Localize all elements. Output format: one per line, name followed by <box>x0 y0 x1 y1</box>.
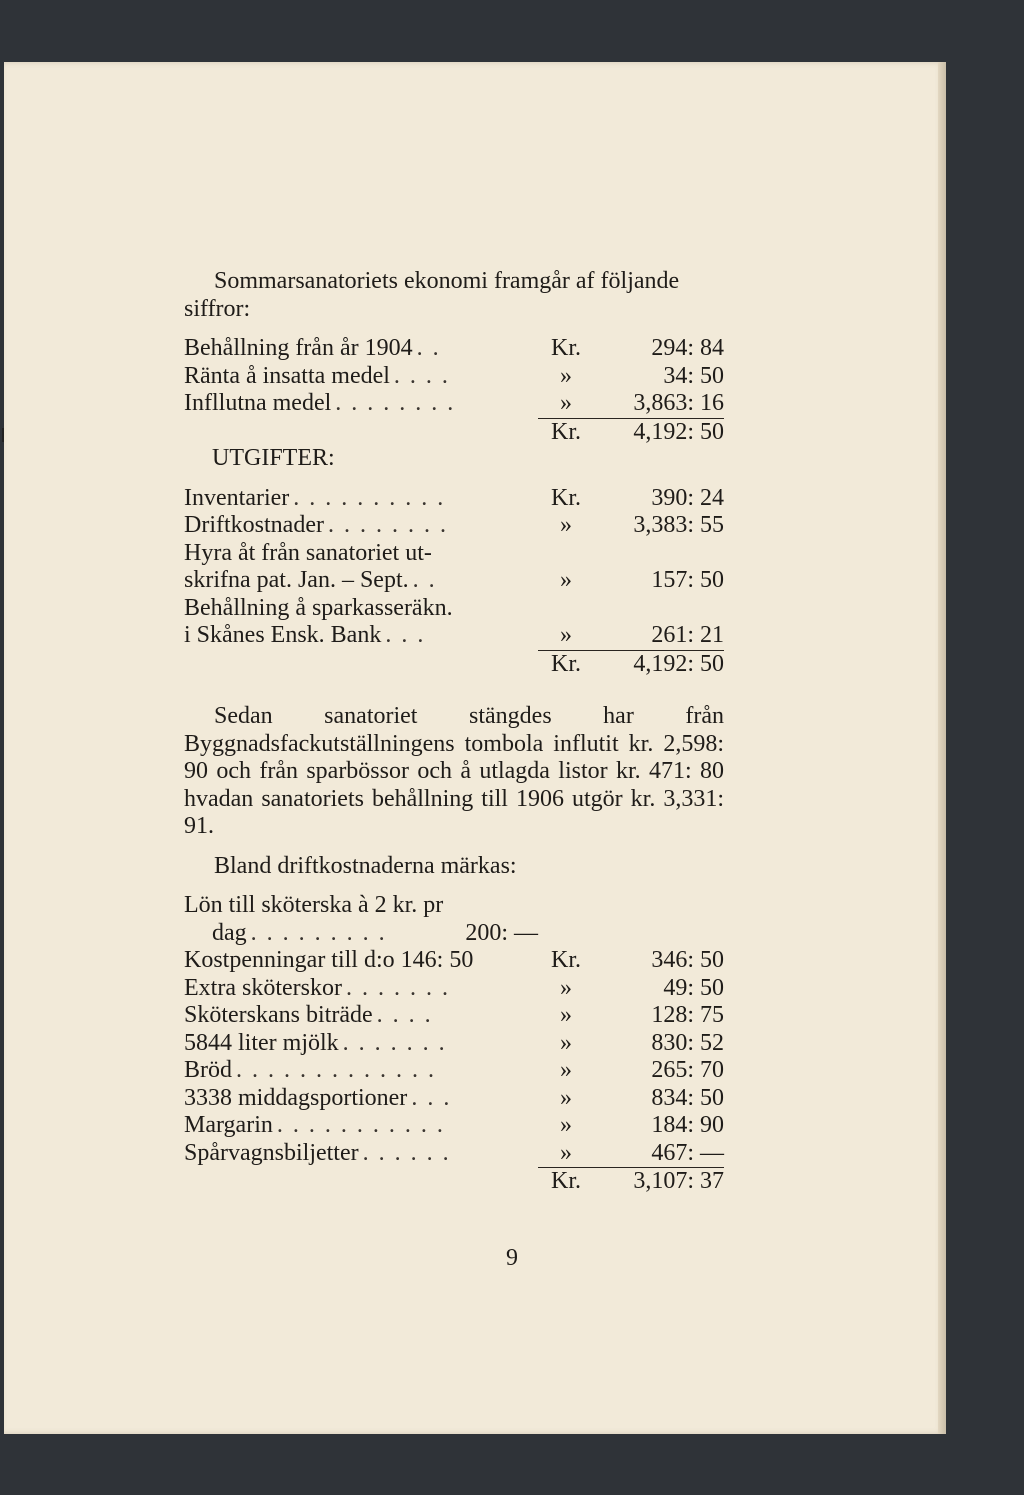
page-number: 9 <box>506 1245 518 1271</box>
drift-row: Sköterskans biträde . . . . » 128: 75 <box>184 1002 724 1028</box>
drift-row: Kostpenningar till d:o 146: 50 Kr. 346: 50 <box>184 947 724 973</box>
expenses-list <box>184 485 724 678</box>
income-row: Behållning från år 1904 . . Kr. 294: 84 <box>184 335 724 361</box>
income-list <box>184 335 724 445</box>
drift-row: dag . . . . . . . . . 200: — <box>212 919 538 946</box>
drift-row: Lön till sköterska à 2 kr. pr <box>184 892 444 918</box>
drift-heading: Bland driftkostnaderna märkas: <box>214 852 517 879</box>
page-content <box>184 268 724 1195</box>
drift-row: Spårvagnsbiljetter . . . . . . » 467: — <box>184 1139 724 1166</box>
drift-list <box>184 892 724 1195</box>
intro-text: Sommarsanatoriets ekonomi framgår af följande siffror: <box>184 268 680 322</box>
summary-paragraph: Sedan sanatoriet stängdes har från Byggnadsfackutställningens tombola influtit kr. 2,598: 90 och från sparbössor och å utlagda listor kr. 471: 80 hvadan sanatoriets behållning till 1906 utgör kr. 3,331: 91. <box>184 703 724 839</box>
margin-mark <box>2 428 10 442</box>
drift-row: Bröd . . . . . . . . . . . . . » 265: 70 <box>184 1057 724 1083</box>
expenses-heading: UTGIFTER: <box>212 445 335 471</box>
drift-row: 5844 liter mjölk . . . . . . . » 830: 52 <box>184 1029 724 1056</box>
expense-row: Hyra åt från sanatoriet ut- <box>184 539 432 566</box>
drift-total: Kr. 3,107: 37 <box>184 1167 724 1195</box>
drift-row: Margarin . . . . . . . . . . . » 184: 90 <box>184 1112 724 1138</box>
income-row: Ränta å insatta medel . . . . » 34: 50 <box>184 362 724 389</box>
income-row: Infllutna medel . . . . . . . . » 3,863: 16 <box>184 390 724 416</box>
expense-row: Inventarier . . . . . . . . . . Kr. 390: 24 <box>184 484 724 511</box>
page-edge <box>938 62 946 1434</box>
expense-row: Driftkostnader . . . . . . . . » 3,383: 55 <box>184 512 724 538</box>
drift-row: Extra sköterskor . . . . . . . » 49: 50 <box>184 974 724 1001</box>
expense-row: skrifna pat. Jan. – Sept. . . » 157: 50 <box>184 567 724 593</box>
expense-row: Behållning å sparkasseräkn. <box>184 594 453 621</box>
drift-row: 3338 middagsportioner . . . » 834: 50 <box>184 1084 724 1111</box>
income-total: Kr. 4,192: 50 <box>184 418 724 446</box>
expenses-total: Kr. 4,192: 50 <box>184 650 724 678</box>
expense-row: i Skånes Ensk. Bank . . . » 261: 21 <box>184 622 724 648</box>
